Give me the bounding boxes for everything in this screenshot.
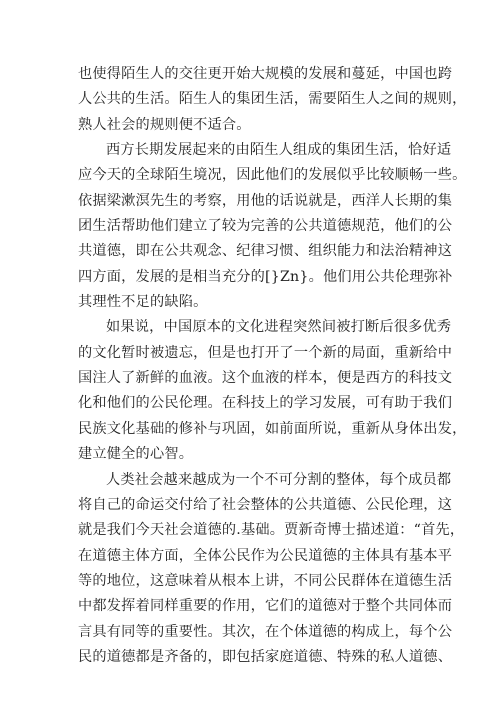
text-line: 团生活帮助他们建立了较为完善的公共道德规范，他们的公 xyxy=(78,218,453,235)
text-line: 在道德主体方面，全体公民作为公民道德的主体具有基本平 xyxy=(78,547,453,564)
text-line: 将自己的命运交付给了社会整体的公共道德、公民伦理，这 xyxy=(78,496,453,513)
text-line: 化和他们的公民伦理。在科技上的学习发展，可有助于我们 xyxy=(78,395,453,412)
text-line: 其理性不足的缺陷。 xyxy=(78,294,208,311)
text-line: 应今天的全球陌生境况，因此他们的发展似乎比较顺畅一些。 xyxy=(78,167,467,184)
text-line: 共道德，即在公共观念、纪律习惯、组织能力和法治精神这 xyxy=(78,243,453,260)
text-line: 也使得陌生人的交往更开始大规模的发展和蔓延，中国也跨 xyxy=(78,66,453,82)
text-line: 民族文化基础的修补与巩固，如前面所说，重新从身体出发， xyxy=(78,420,467,437)
text-line: 四方面，发展的是相当充分的[}Zn}。他们用公共伦理弥补 xyxy=(78,268,453,285)
text-line: 等的地位，这意味着从根本上讲，不同公民群体在道德生活 xyxy=(78,572,453,589)
text-line: 建立健全的心智。 xyxy=(78,446,194,463)
text-line: 言具有同等的重要性。其次，在个体道德的构成上，每个公 xyxy=(78,623,453,640)
body-text xyxy=(78,62,467,670)
text-line: 人类社会越来越成为一个不可分割的整体，每个成员都 xyxy=(106,471,452,488)
text-line: 就是我们今天社会道德的.基础。贾新奇博士描述道：“首先， xyxy=(78,522,465,539)
text-line: 民的道德都是齐备的，即包括家庭道德、特殊的私人道德、 xyxy=(78,648,453,665)
text-line: 西方长期发展起来的由陌生人组成的集团生活，恰好适 xyxy=(106,142,452,159)
text-line: 国注人了新鲜的血液。这个血液的样本，便是西方的科技文 xyxy=(78,370,453,387)
text-line: 人公共的生活。陌生人的集团生活，需要陌生人之间的规则， xyxy=(78,91,467,108)
text-line: 依据梁漱溟先生的考察，用他的话说就是，西洋人长期的集 xyxy=(78,192,453,209)
text-line: 中都发挥着同样重要的作用，它们的道德对于整个共同体而 xyxy=(78,598,453,615)
text-line: 如果说，中国原本的文化进程突然间被打断后很多优秀 xyxy=(106,319,452,336)
text-line: 的文化暂时被遗忘，但是也打开了一个新的局面，重新给中 xyxy=(78,344,453,361)
text-line: 熟人社会的规则便不适合。 xyxy=(78,116,251,133)
